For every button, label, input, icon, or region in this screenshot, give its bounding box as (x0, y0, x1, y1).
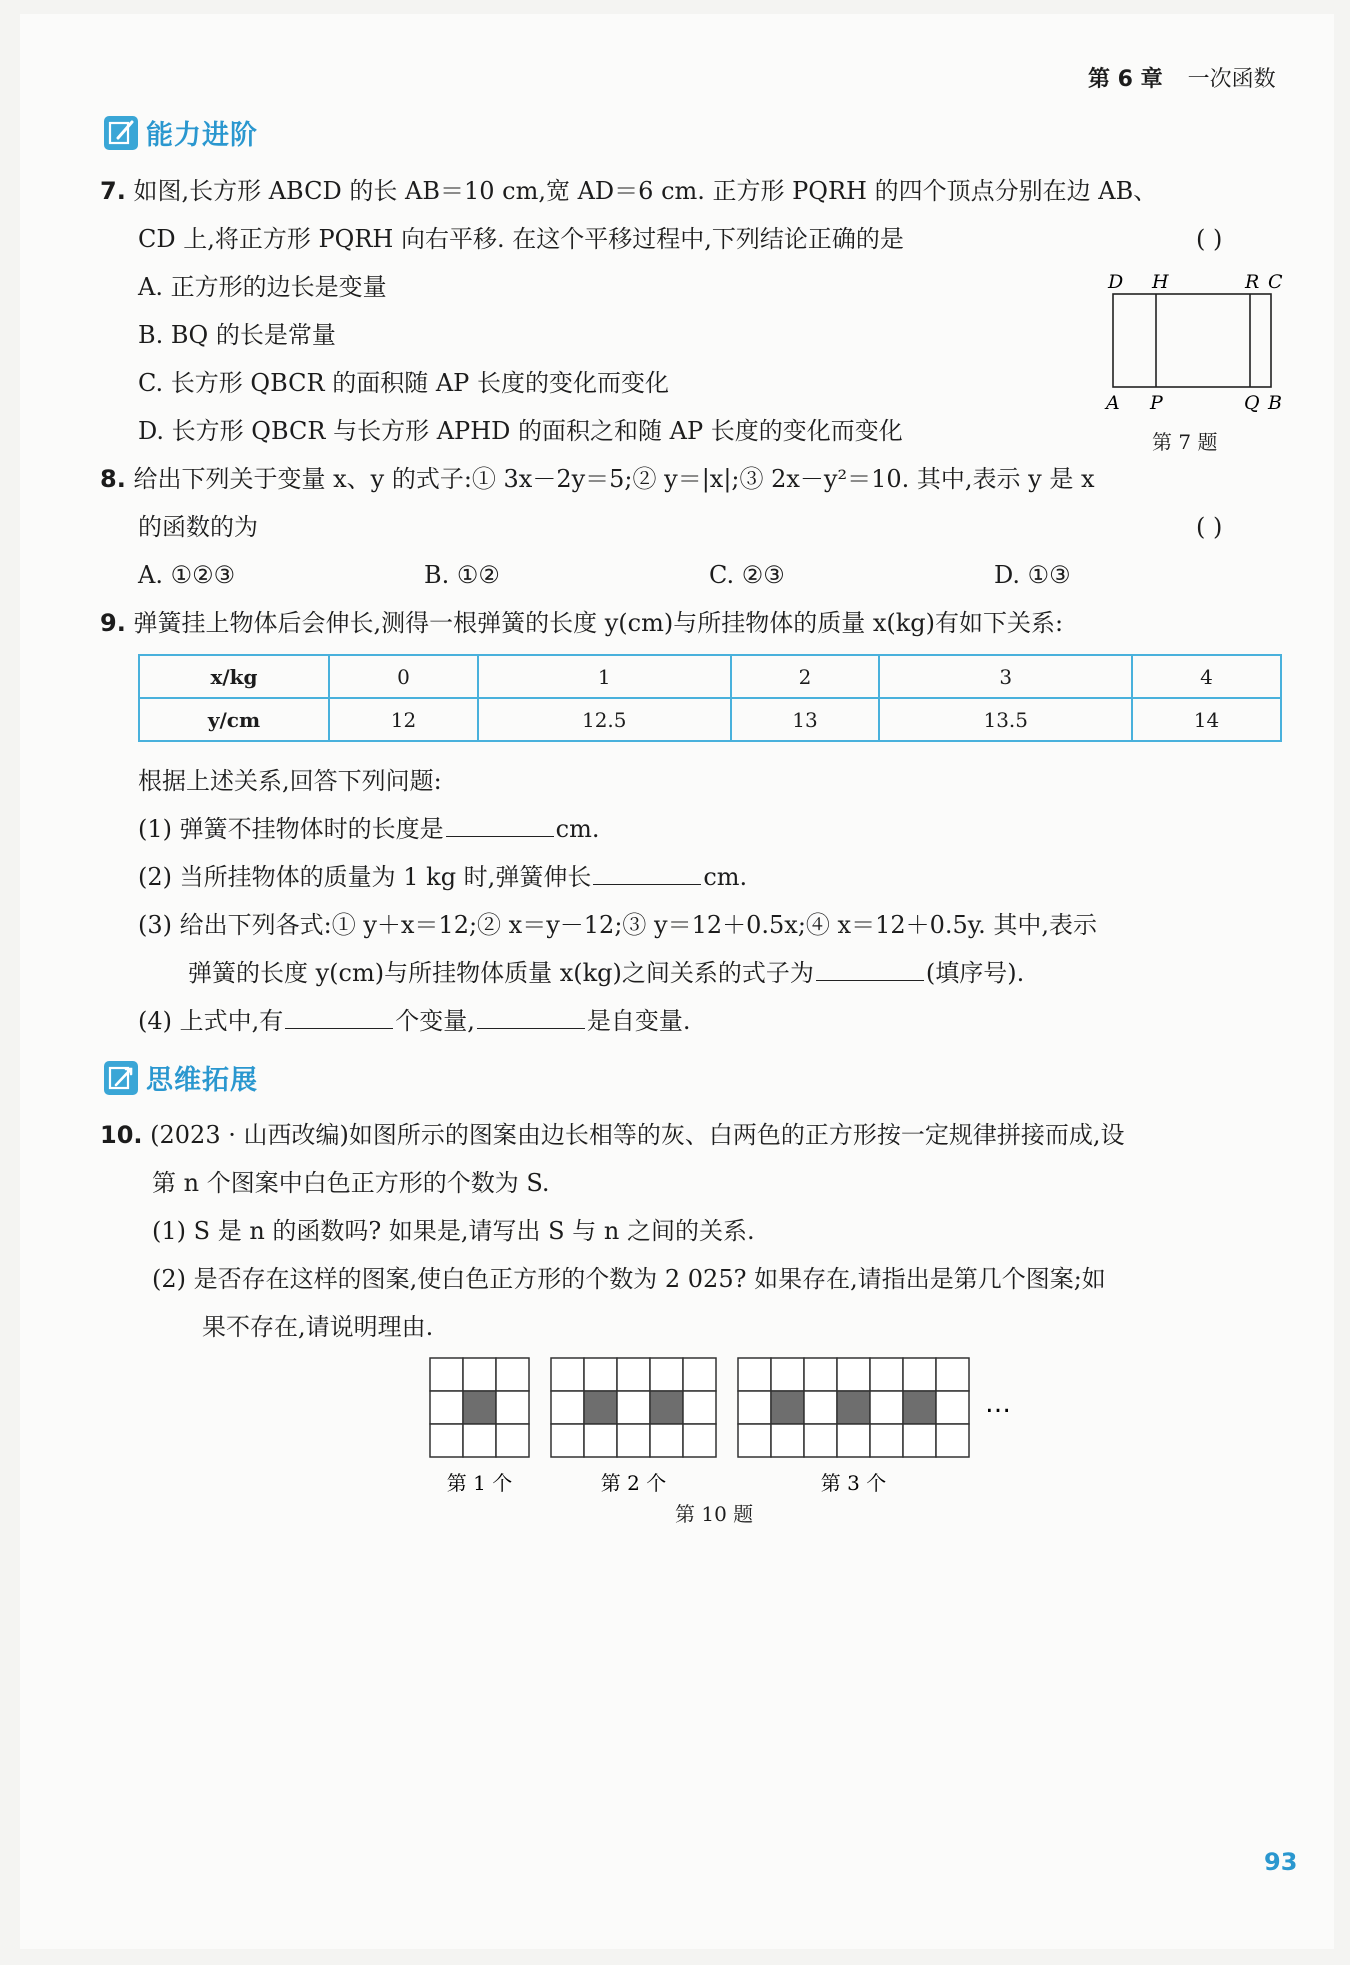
table-cell: 13.5 (879, 698, 1132, 741)
table-cell: 0 (329, 655, 478, 698)
gray-square (650, 1391, 683, 1424)
white-square (936, 1424, 969, 1457)
q10-number: 10. (100, 1121, 143, 1149)
q9-part2 (138, 862, 747, 892)
q8-line2: 的函数的为 (138, 513, 258, 541)
white-square (903, 1424, 936, 1457)
white-square (903, 1358, 936, 1391)
q9-part4-text: (4) 上式中,有 (138, 1007, 284, 1035)
section-title: 思维拓展 (146, 1065, 258, 1096)
q7-number: 7. (100, 177, 126, 205)
chapter-title: 一次函数 (1187, 67, 1276, 92)
label-P: P (1150, 392, 1163, 414)
q9-part3-text: 弹簧的长度 y(cm)与所挂物体质量 x(kg)之间关系的式子为 (188, 959, 814, 987)
q7-rectangle-figure (1100, 270, 1290, 420)
white-square (617, 1424, 650, 1457)
q9-part3-end: (填序号). (925, 959, 1025, 987)
white-square (463, 1358, 496, 1391)
q9-part4 (138, 1006, 691, 1036)
answer-blank[interactable] (477, 1006, 585, 1029)
q9-part3-line1: (3) 给出下列各式:① y＋x＝12;② x＝y－12;③ y＝12＋0.5x;④ x＝12＋0.5y. 其中,表示 (138, 911, 1098, 939)
white-square (683, 1358, 716, 1391)
table-cell: 1 (478, 655, 731, 698)
white-square (650, 1424, 683, 1457)
table-cell: 3 (879, 655, 1132, 698)
white-square (617, 1358, 650, 1391)
q9-part1-text: (1) 弹簧不挂物体时的长度是 (138, 815, 444, 843)
table-cell: 12 (329, 698, 478, 741)
white-square (683, 1391, 716, 1424)
spring-data-table (138, 654, 1282, 742)
label-A: A (1106, 392, 1120, 414)
white-square (584, 1424, 617, 1457)
q7-caption: 第 7 题 (1152, 430, 1218, 454)
answer-blank[interactable] (593, 862, 701, 885)
q8-text1: 给出下列关于变量 x、y 的式子:① 3x－2y＝5;② y＝|x|;③ 2x－y²＝10. 其中,表示 y 是 x (133, 465, 1095, 493)
white-square (837, 1424, 870, 1457)
q7-line2: CD 上,将正方形 PQRH 向右平移. 在这个平移过程中,下列结论正确的是 (138, 225, 904, 253)
gray-square (463, 1391, 496, 1424)
q10-caption: 第 10 题 (675, 1502, 754, 1526)
white-square (584, 1358, 617, 1391)
white-square (738, 1391, 771, 1424)
white-square (870, 1358, 903, 1391)
q10-part2-line2: 果不存在,请说明理由. (202, 1313, 434, 1341)
q7-option-b: B. BQ 的长是常量 (138, 321, 336, 349)
q10-line1 (100, 1120, 1124, 1150)
q9-line1 (100, 608, 1063, 638)
q7-text1: 如图,长方形 ABCD 的长 AB＝10 cm,宽 AD＝6 cm. 正方形 PQRH 的四个顶点分别在边 AB、 (133, 177, 1158, 205)
rocket-note-icon (104, 1061, 138, 1095)
q8-option-d: D. ①③ (994, 561, 1071, 589)
answer-blank[interactable] (285, 1006, 393, 1029)
white-square (496, 1424, 529, 1457)
table-cell: 12.5 (478, 698, 731, 741)
pattern-figure-label: 第 2 个 (600, 1471, 667, 1495)
table-header-y: y/cm (139, 698, 329, 741)
q8-option-b: B. ①② (424, 561, 500, 589)
q9-part1 (138, 814, 599, 844)
answer-blank[interactable] (816, 958, 924, 981)
q9-part2-unit: cm. (703, 863, 748, 891)
chapter-number: 第 6 章 (1088, 67, 1163, 92)
gray-square (837, 1391, 870, 1424)
table-cell: 4 (1132, 655, 1281, 698)
white-square (683, 1424, 716, 1457)
white-square (430, 1391, 463, 1424)
pattern-figure-label: 第 3 个 (820, 1471, 887, 1495)
table-row (139, 655, 1281, 698)
pencil-note-icon (104, 116, 138, 150)
pattern-figure-1 (430, 1358, 529, 1495)
label-R: R (1245, 271, 1260, 293)
q8-number: 8. (100, 465, 126, 493)
q7-answer-bracket: ( ) (1196, 225, 1223, 253)
q9-number: 9. (100, 609, 126, 637)
q8-line1 (100, 464, 1095, 494)
q7-option-a: A. 正方形的边长是变量 (138, 273, 387, 301)
pattern-figure-label: 第 1 个 (446, 1471, 513, 1495)
q10-part2-line1: (2) 是否存在这样的图案,使白色正方形的个数为 2 025? 如果存在,请指出是第几个图案;如 (152, 1265, 1106, 1293)
q10-pattern-figures (420, 1352, 1040, 1522)
table-cell: 13 (731, 698, 880, 741)
white-square (936, 1358, 969, 1391)
white-square (551, 1424, 584, 1457)
table-header-x: x/kg (139, 655, 329, 698)
white-square (837, 1358, 870, 1391)
white-square (650, 1358, 683, 1391)
q8-answer-bracket: ( ) (1196, 513, 1223, 541)
gray-square (771, 1391, 804, 1424)
q8-option-c: C. ②③ (709, 561, 785, 589)
q9-intro: 根据上述关系,回答下列问题: (138, 767, 442, 795)
white-square (804, 1358, 837, 1391)
q7-option-c: C. 长方形 QBCR 的面积随 AP 长度的变化而变化 (138, 369, 669, 397)
answer-blank[interactable] (446, 814, 554, 837)
pattern-figure-2 (551, 1358, 716, 1495)
section-heading-thinking (104, 1058, 258, 1097)
gray-square (903, 1391, 936, 1424)
page-number: 93 (1264, 1848, 1298, 1876)
white-square (771, 1424, 804, 1457)
label-Q: Q (1244, 392, 1260, 414)
section-heading-ability (104, 113, 258, 152)
label-C: C (1268, 271, 1283, 293)
q9-part4-end: 是自变量. (586, 1007, 691, 1035)
white-square (936, 1391, 969, 1424)
q8-option-a: A. ①②③ (138, 561, 236, 589)
white-square (738, 1358, 771, 1391)
white-square (804, 1424, 837, 1457)
q10-text1: (2023 · 山西改编)如图所示的图案由边长相等的灰、白两色的正方形按一定规律拼接而成,设 (150, 1121, 1125, 1149)
section-title: 能力进阶 (146, 120, 258, 151)
q7-line1 (100, 176, 1157, 206)
white-square (738, 1424, 771, 1457)
table-cell: 14 (1132, 698, 1281, 741)
q9-part4-mid: 个变量, (395, 1007, 475, 1035)
q10-part1: (1) S 是 n 的函数吗? 如果是,请写出 S 与 n 之间的关系. (152, 1217, 755, 1245)
ellipsis: … (985, 1389, 1011, 1419)
white-square (430, 1358, 463, 1391)
q9-part1-unit: cm. (555, 815, 600, 843)
white-square (463, 1424, 496, 1457)
q10-line2: 第 n 个图案中白色正方形的个数为 S. (152, 1169, 550, 1197)
white-square (870, 1391, 903, 1424)
white-square (771, 1358, 804, 1391)
white-square (804, 1391, 837, 1424)
q9-part2-text: (2) 当所挂物体的质量为 1 kg 时,弹簧伸长 (138, 863, 592, 891)
table-row (139, 698, 1281, 741)
label-H: H (1152, 271, 1169, 293)
white-square (551, 1391, 584, 1424)
q7-option-d: D. 长方形 QBCR 与长方形 APHD 的面积之和随 AP 长度的变化而变化 (138, 417, 903, 445)
white-square (870, 1424, 903, 1457)
white-square (496, 1358, 529, 1391)
white-square (430, 1424, 463, 1457)
white-square (617, 1391, 650, 1424)
chapter-header (1088, 62, 1276, 93)
pattern-figure-3 (738, 1358, 969, 1495)
label-B: B (1268, 392, 1282, 414)
white-square (551, 1358, 584, 1391)
gray-square (584, 1391, 617, 1424)
table-cell: 2 (731, 655, 880, 698)
label-D: D (1108, 271, 1124, 293)
q9-text1: 弹簧挂上物体后会伸长,测得一根弹簧的长度 y(cm)与所挂物体的质量 x(kg)有如下关系: (133, 609, 1064, 637)
q9-part3-line2 (188, 958, 1024, 988)
white-square (496, 1391, 529, 1424)
